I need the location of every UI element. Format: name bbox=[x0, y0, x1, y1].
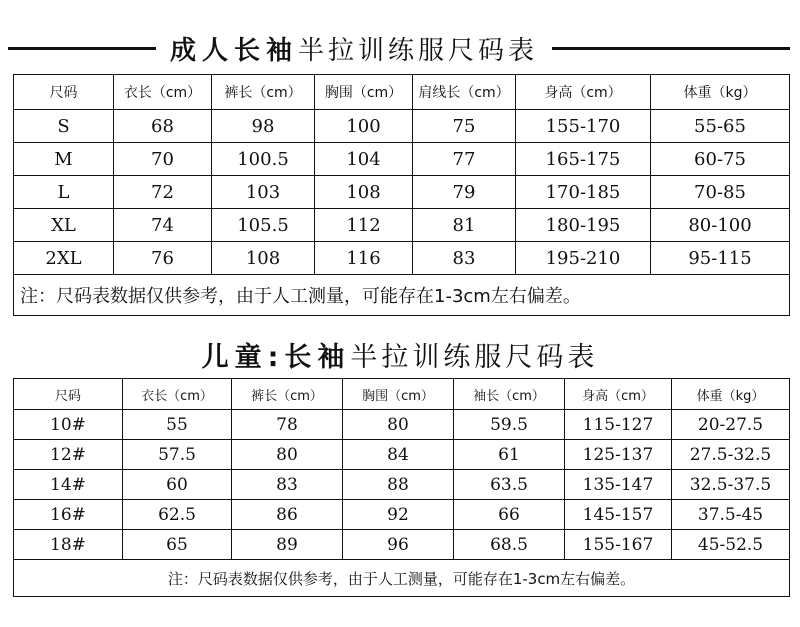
table-cell: 14# bbox=[14, 470, 123, 500]
header-cell: 裤长（cm） bbox=[212, 75, 315, 110]
kids-size-table bbox=[13, 378, 790, 597]
adult-title-bold: 成人长袖 bbox=[170, 35, 299, 66]
table-cell: 16# bbox=[14, 500, 123, 530]
table-cell: 95-115 bbox=[651, 242, 790, 275]
table-cell: 108 bbox=[315, 176, 413, 209]
header-cell: 胸围（cm） bbox=[343, 379, 454, 410]
table-cell: 105.5 bbox=[212, 209, 315, 242]
table-cell: 83 bbox=[232, 470, 343, 500]
header-cell: 裤长（cm） bbox=[232, 379, 343, 410]
table-cell: 79 bbox=[413, 176, 516, 209]
table-row bbox=[14, 440, 790, 470]
header-cell: 身高（cm） bbox=[516, 75, 651, 110]
table-row bbox=[14, 242, 790, 275]
header-cell: 胸围（cm） bbox=[315, 75, 413, 110]
adult-title bbox=[156, 30, 552, 67]
table-cell: 100 bbox=[315, 110, 413, 143]
table-cell: 135-147 bbox=[565, 470, 672, 500]
table-cell: 57.5 bbox=[123, 440, 232, 470]
header-cell: 肩线长（cm） bbox=[413, 75, 516, 110]
table-cell: 170-185 bbox=[516, 176, 651, 209]
table-cell: 108 bbox=[212, 242, 315, 275]
table-cell: 195-210 bbox=[516, 242, 651, 275]
table-cell: S bbox=[14, 110, 114, 143]
header-cell: 尺码 bbox=[14, 75, 114, 110]
table-cell: 83 bbox=[413, 242, 516, 275]
table-cell: 81 bbox=[413, 209, 516, 242]
header-cell: 体重（kg） bbox=[651, 75, 790, 110]
table-cell: 12# bbox=[14, 440, 123, 470]
table-cell: 70-85 bbox=[651, 176, 790, 209]
table-cell: 45-52.5 bbox=[672, 530, 790, 560]
table-cell: 80-100 bbox=[651, 209, 790, 242]
table-cell: 88 bbox=[343, 470, 454, 500]
table-cell: 84 bbox=[343, 440, 454, 470]
table-cell: 74 bbox=[114, 209, 212, 242]
table-cell: 96 bbox=[343, 530, 454, 560]
title-right-rule bbox=[552, 47, 790, 50]
table-cell: 115-127 bbox=[565, 410, 672, 440]
table-cell: 98 bbox=[212, 110, 315, 143]
table-cell: 125-137 bbox=[565, 440, 672, 470]
table-row bbox=[14, 110, 790, 143]
table-row bbox=[14, 143, 790, 176]
table-row bbox=[14, 500, 790, 530]
table-cell: 68 bbox=[114, 110, 212, 143]
table-note-row bbox=[14, 560, 790, 597]
table-cell: 80 bbox=[343, 410, 454, 440]
table-cell: XL bbox=[14, 209, 114, 242]
table-cell: 165-175 bbox=[516, 143, 651, 176]
table-cell: 60-75 bbox=[651, 143, 790, 176]
table-cell: 116 bbox=[315, 242, 413, 275]
table-cell: 55 bbox=[123, 410, 232, 440]
kids-title-row bbox=[0, 334, 800, 374]
table-cell: 76 bbox=[114, 242, 212, 275]
header-cell: 袖长（cm） bbox=[454, 379, 565, 410]
table-cell: 75 bbox=[413, 110, 516, 143]
table-header-row bbox=[14, 379, 790, 410]
adult-size-table bbox=[13, 74, 790, 316]
table-cell: 62.5 bbox=[123, 500, 232, 530]
table-cell: 180-195 bbox=[516, 209, 651, 242]
table-note: 注：尺码表数据仅供参考，由于人工测量，可能存在1-3cm左右偏差。 bbox=[14, 275, 790, 316]
table-row bbox=[14, 470, 790, 500]
table-cell: 77 bbox=[413, 143, 516, 176]
table-cell: 78 bbox=[232, 410, 343, 440]
header-cell: 身高（cm） bbox=[565, 379, 672, 410]
table-cell: 27.5-32.5 bbox=[672, 440, 790, 470]
table-cell: 32.5-37.5 bbox=[672, 470, 790, 500]
table-note: 注：尺码表数据仅供参考，由于人工测量，可能存在1-3cm左右偏差。 bbox=[14, 560, 790, 597]
table-header-row bbox=[14, 75, 790, 110]
table-cell: 59.5 bbox=[454, 410, 565, 440]
kids-title bbox=[188, 335, 613, 374]
table-cell: 89 bbox=[232, 530, 343, 560]
table-row bbox=[14, 410, 790, 440]
table-cell: 70 bbox=[114, 143, 212, 176]
table-cell: 155-167 bbox=[565, 530, 672, 560]
table-cell: 155-170 bbox=[516, 110, 651, 143]
header-cell: 尺码 bbox=[14, 379, 123, 410]
table-cell: 80 bbox=[232, 440, 343, 470]
header-cell: 衣长（cm） bbox=[114, 75, 212, 110]
table-row bbox=[14, 176, 790, 209]
table-cell: 92 bbox=[343, 500, 454, 530]
table-cell: 2XL bbox=[14, 242, 114, 275]
table-cell: 86 bbox=[232, 500, 343, 530]
kids-title-bold: 儿童:长袖 bbox=[201, 341, 351, 373]
header-cell: 衣长（cm） bbox=[123, 379, 232, 410]
header-cell: 体重（kg） bbox=[672, 379, 790, 410]
table-cell: 20-27.5 bbox=[672, 410, 790, 440]
table-cell: 60 bbox=[123, 470, 232, 500]
table-cell: 61 bbox=[454, 440, 565, 470]
table-cell: 104 bbox=[315, 143, 413, 176]
table-cell: 63.5 bbox=[454, 470, 565, 500]
table-cell: 145-157 bbox=[565, 500, 672, 530]
table-row bbox=[14, 530, 790, 560]
table-cell: M bbox=[14, 143, 114, 176]
table-row bbox=[14, 209, 790, 242]
table-cell: 100.5 bbox=[212, 143, 315, 176]
table-cell: 68.5 bbox=[454, 530, 565, 560]
table-cell: L bbox=[14, 176, 114, 209]
table-cell: 72 bbox=[114, 176, 212, 209]
table-cell: 112 bbox=[315, 209, 413, 242]
table-cell: 18# bbox=[14, 530, 123, 560]
table-cell: 66 bbox=[454, 500, 565, 530]
title-left-rule bbox=[8, 47, 156, 50]
adult-title-row bbox=[0, 28, 800, 68]
table-cell: 37.5-45 bbox=[672, 500, 790, 530]
table-cell: 55-65 bbox=[651, 110, 790, 143]
adult-title-thin: 半拉训练服尺码表 bbox=[298, 35, 539, 66]
table-cell: 103 bbox=[212, 176, 315, 209]
table-note-row bbox=[14, 275, 790, 316]
table-cell: 65 bbox=[123, 530, 232, 560]
kids-title-thin: 半拉训练服尺码表 bbox=[350, 341, 599, 373]
table-cell: 10# bbox=[14, 410, 123, 440]
